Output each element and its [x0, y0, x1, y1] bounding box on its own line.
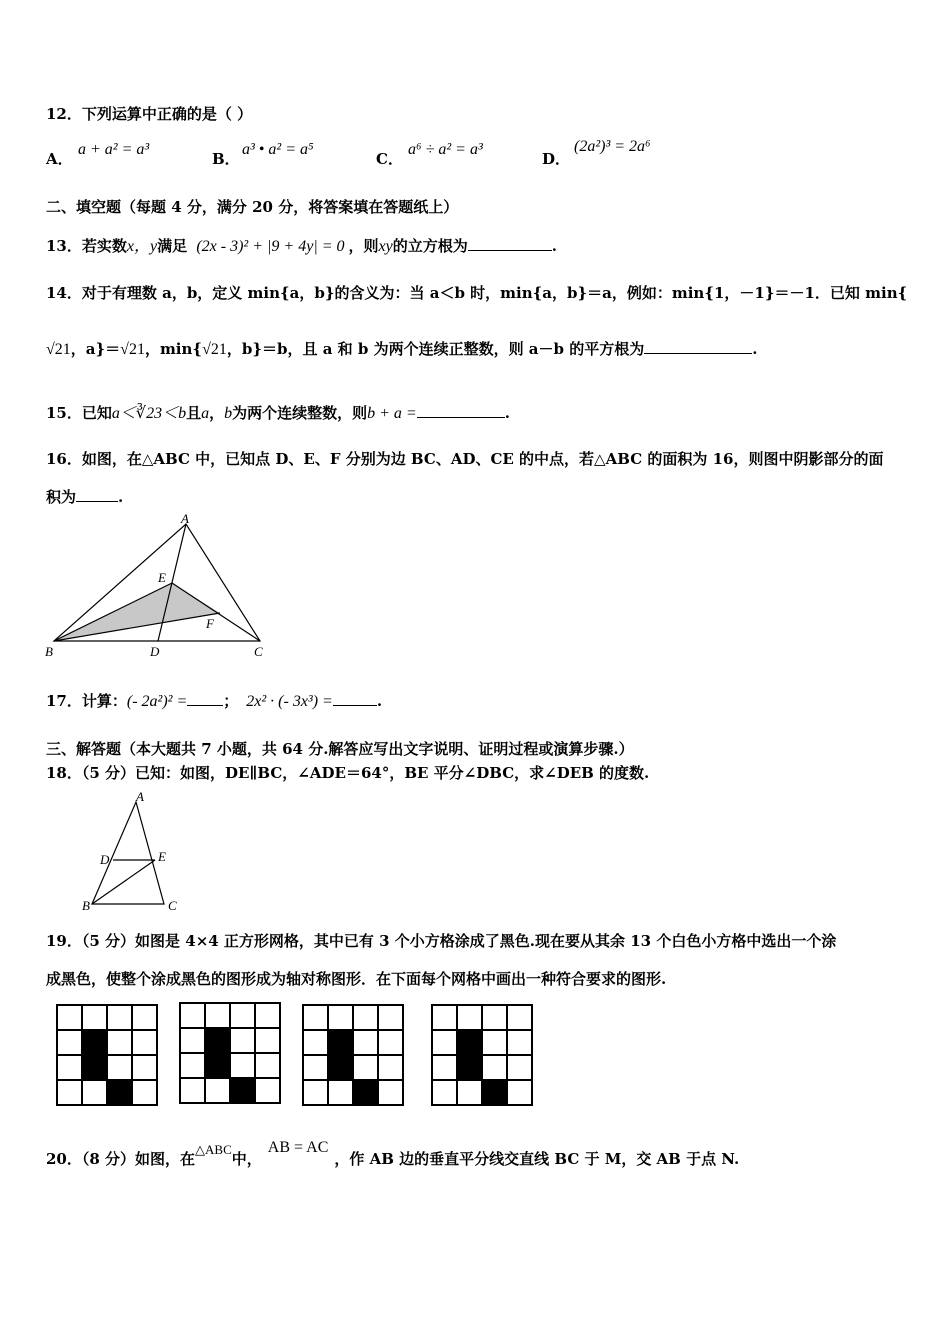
grid-cell-white[interactable] — [353, 1030, 378, 1055]
grid-cell-white[interactable] — [482, 1055, 507, 1080]
grid-cell-black — [205, 1053, 230, 1078]
q16-label-f: F — [206, 616, 214, 631]
q19-grid-3[interactable] — [302, 1004, 404, 1106]
grid-cell-white[interactable] — [432, 1005, 457, 1030]
q18-label-b: B — [82, 898, 90, 913]
grid-cell-black — [230, 1078, 255, 1103]
q18-triangle-figure — [80, 790, 190, 915]
grid-cell-black — [107, 1080, 132, 1105]
grid-cell-black — [205, 1028, 230, 1053]
q15-mid: 且 — [186, 404, 202, 422]
grid-cell-white[interactable] — [57, 1055, 82, 1080]
grid-cell-white[interactable] — [255, 1028, 280, 1053]
grid-cell-white[interactable] — [507, 1080, 532, 1105]
grid-cell-white[interactable] — [107, 1055, 132, 1080]
grid-cell-white[interactable] — [328, 1080, 353, 1105]
grid-cell-white[interactable] — [180, 1053, 205, 1078]
q17-prefix: 17．计算： — [46, 692, 127, 710]
grid-cell-white[interactable] — [255, 1078, 280, 1103]
grid-cell-black — [482, 1080, 507, 1105]
grid-cell-white[interactable] — [180, 1028, 205, 1053]
q14-sqrt-2: √21 — [120, 341, 145, 358]
grid-cell-white[interactable] — [378, 1055, 403, 1080]
q15-b: b — [224, 405, 233, 422]
grid-cell-white[interactable] — [353, 1055, 378, 1080]
grid-cell-black — [353, 1080, 378, 1105]
grid-cell-black — [82, 1055, 107, 1080]
q16-label-c: C — [254, 644, 263, 659]
grid-cell-black — [457, 1030, 482, 1055]
q14-p3: ，b}＝b，且 a 和 b 为两个连续正整数，则 a－b 的平方根为 — [226, 340, 645, 358]
q14-p2: ，min{ — [144, 340, 203, 358]
section-2-title: 二、填空题（每题 4 分，满分 20 分，将答案填在答题纸上） — [46, 198, 459, 216]
q19-grid-2[interactable] — [179, 1002, 281, 1104]
q15-ineq: a＜∛23＜b — [111, 405, 187, 422]
q15-end: . — [504, 404, 510, 422]
grid-cell-white[interactable] — [303, 1055, 328, 1080]
grid-cell-white[interactable] — [432, 1080, 457, 1105]
grid-cell-black — [328, 1055, 353, 1080]
grid-cell-white[interactable] — [353, 1005, 378, 1030]
q15-prefix: 15．已知 — [46, 404, 112, 422]
grid-cell-white[interactable] — [57, 1005, 82, 1030]
grid-cell-white[interactable] — [507, 1005, 532, 1030]
grid-cell-white[interactable] — [180, 1078, 205, 1103]
q18-label-c: C — [168, 898, 177, 913]
q14-answer-blank[interactable] — [644, 339, 752, 354]
q17-line — [46, 690, 382, 711]
grid-cell-white[interactable] — [432, 1030, 457, 1055]
q16-label-d: D — [150, 644, 160, 659]
grid-cell-white[interactable] — [82, 1005, 107, 1030]
section-3-title: 三、解答题（本大题共 7 小题，共 64 分.解答应写出文字说明、证明过程或演算步骤.） — [46, 740, 634, 758]
q16-answer-blank[interactable] — [76, 487, 118, 502]
q16-triangle-figure — [40, 510, 280, 660]
grid-cell-white[interactable] — [132, 1005, 157, 1030]
q20-line — [46, 1139, 740, 1169]
q14-p1: ，a}＝ — [70, 340, 121, 358]
q15-mid2: 为两个连续整数，则 — [232, 404, 368, 422]
q12-option-a-expr: a + a² = a³ — [78, 141, 150, 158]
grid-cell-black — [328, 1030, 353, 1055]
q15-comma: ， — [209, 404, 225, 422]
q12-option-d-label: D． — [542, 150, 571, 168]
q16-line2-text: 积为 — [46, 488, 77, 506]
grid-cell-white[interactable] — [378, 1080, 403, 1105]
grid-cell-white[interactable] — [303, 1030, 328, 1055]
q16-end: . — [118, 488, 124, 506]
grid-cell-white[interactable] — [132, 1030, 157, 1055]
q18-label-d: D — [100, 852, 110, 867]
q18-label-a: A — [136, 790, 144, 804]
grid-cell-white[interactable] — [57, 1080, 82, 1105]
grid-cell-black — [82, 1030, 107, 1055]
q19-grid-4[interactable] — [431, 1004, 533, 1106]
q12-option-b-label: B． — [212, 150, 240, 168]
grid-cell-white[interactable] — [457, 1005, 482, 1030]
q14-end: . — [752, 340, 758, 358]
q19-line2: 成黑色，使整个涂成黑色的图形成为轴对称图形．在下面每个网格中画出一种符合要求的图形. — [46, 970, 667, 988]
q15-expr: b + a = — [367, 405, 417, 422]
q12-stem: 12．下列运算中正确的是（ ） — [46, 105, 253, 123]
q17-expr1: (- 2a²)² = — [126, 693, 188, 710]
q12-option-c-label: C． — [376, 150, 403, 168]
q13-xy: xy — [378, 238, 393, 255]
q18-label-e: E — [158, 849, 166, 864]
grid-cell-white[interactable] — [457, 1080, 482, 1105]
q13-vars: x，y — [126, 238, 158, 255]
q16-label-b: B — [45, 644, 53, 659]
q12-option-c-expr: a⁶ ÷ a² = a³ — [408, 141, 483, 158]
q20-prefix: 20．（8 分）如图，在 — [46, 1150, 196, 1168]
q15-line — [46, 400, 510, 423]
q17-end: . — [376, 692, 383, 710]
q20-eq: AB = AC — [267, 1139, 329, 1156]
q13-expr: (2x - 3)² + |9 + 4y| = 0 — [196, 238, 345, 255]
grid-cell-white[interactable] — [107, 1005, 132, 1030]
q14-line2 — [46, 338, 757, 359]
q20-tail: ，作 AB 边的垂直平分线交直线 BC 于 M，交 AB 于点 N. — [334, 1150, 740, 1168]
q20-mid: 中， — [231, 1150, 262, 1168]
grid-cell-white[interactable] — [205, 1003, 230, 1028]
q13-tail2: 的立方根为 — [392, 237, 468, 255]
q14-sqrt-1: √21 — [46, 341, 71, 358]
grid-cell-white[interactable] — [507, 1030, 532, 1055]
grid-cell-white[interactable] — [132, 1080, 157, 1105]
q13-answer-blank[interactable] — [468, 236, 552, 251]
q16-line1: 16．如图，在△ABC 中，已知点 D、E、F 分别为边 BC、AD、CE 的中点，若△ABC 的面积为 16，则图中阴影部分的面 — [46, 450, 884, 468]
q12-option-b-expr: a³ • a² = a⁵ — [242, 141, 314, 158]
grid-cell-white[interactable] — [230, 1003, 255, 1028]
grid-cell-white[interactable] — [378, 1030, 403, 1055]
q17-expr2: 2x² · (- 3x³) = — [246, 693, 333, 710]
q16-shaded-region — [54, 583, 220, 641]
grid-cell-white[interactable] — [378, 1005, 403, 1030]
q12-option-d-expr: (2a²)³ = 2a⁶ — [574, 138, 651, 155]
grid-cell-white[interactable] — [482, 1030, 507, 1055]
grid-cell-white[interactable] — [328, 1005, 353, 1030]
q16-label-a: A — [181, 511, 189, 526]
grid-cell-white[interactable] — [482, 1005, 507, 1030]
q13-mid: 满足 — [157, 237, 188, 255]
q13-line — [46, 233, 557, 256]
q20-triangle-abc: △ABC — [195, 1142, 232, 1157]
q14-sqrt-3: √21 — [202, 341, 227, 358]
grid-cell-white[interactable] — [82, 1080, 107, 1105]
grid-cell-white[interactable] — [57, 1030, 82, 1055]
grid-cell-white[interactable] — [303, 1005, 328, 1030]
q12-option-a-label: A． — [46, 150, 73, 168]
grid-cell-black — [457, 1055, 482, 1080]
grid-cell-white[interactable] — [205, 1078, 230, 1103]
q13-prefix: 13．若实数 — [46, 237, 127, 255]
grid-cell-white[interactable] — [180, 1003, 205, 1028]
q16-label-e: E — [158, 570, 166, 585]
q19-line1: 19．（5 分）如图是 4×4 正方形网格，其中已有 3 个小方格涂成了黑色.现在要从其余 13 个白色小方格中选出一个涂 — [46, 932, 837, 950]
q19-grid-1[interactable] — [56, 1004, 158, 1106]
grid-cell-white[interactable] — [107, 1030, 132, 1055]
grid-cell-white[interactable] — [230, 1053, 255, 1078]
q15-answer-blank[interactable] — [417, 403, 505, 418]
grid-cell-white[interactable] — [432, 1055, 457, 1080]
q18-text: 18．（5 分）已知：如图，DE∥BC，∠ADE＝64°，BE 平分∠DBC，求∠DEB 的度数. — [46, 764, 650, 782]
q17-sep: ； — [223, 692, 239, 710]
grid-cell-white[interactable] — [507, 1055, 532, 1080]
grid-cell-white[interactable] — [255, 1053, 280, 1078]
q17-blank-1[interactable] — [187, 691, 223, 706]
q13-tail1: ，则 — [348, 237, 379, 255]
q16-line2 — [46, 486, 123, 507]
q13-end: . — [551, 237, 557, 255]
grid-cell-white[interactable] — [132, 1055, 157, 1080]
q15-a: a — [201, 405, 210, 422]
grid-cell-white[interactable] — [303, 1080, 328, 1105]
q14-line1: 14．对于有理数 a，b，定义 min{a，b}的含义为：当 a＜b 时，min{a，b}＝a，例如：min{1，－1}＝－1．已知 min{ — [46, 284, 908, 302]
grid-cell-white[interactable] — [230, 1028, 255, 1053]
q17-blank-2[interactable] — [333, 691, 377, 706]
grid-cell-white[interactable] — [255, 1003, 280, 1028]
